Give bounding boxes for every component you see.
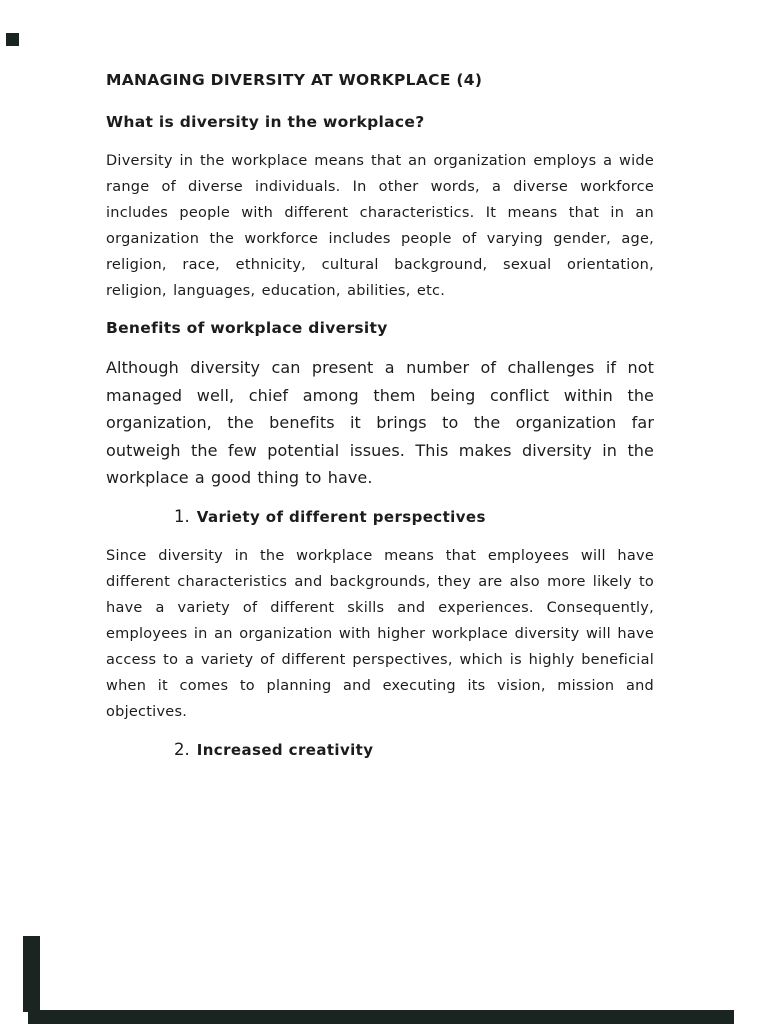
heading-benefits: Benefits of workplace diversity	[106, 319, 388, 337]
list-item-2-title: Increased creativity	[196, 740, 374, 759]
scan-artifact-bottom-left	[23, 936, 40, 1012]
list-item-2	[174, 740, 654, 759]
scan-artifact-top-left	[6, 33, 19, 46]
paragraph-what-is-diversity: Diversity in the workplace means that an organization employs a wide range of diverse individuals. In other words, a diverse workforce includes people with different characteristics. It means that in an organization the workforce includes people of varying gender, age, religion, race, ethnicity, cultural background, sexual orientation, religion, languages, education, abilities, etc.	[106, 153, 654, 299]
list-item-1-number: 1.	[174, 506, 190, 526]
document-content	[106, 0, 654, 776]
paragraph-benefits: Although diversity can present a number of challenges if not managed well, chief among them being conflict within the organization, the benefits it brings to the organization far outweigh the few potential issues. This makes diversity in the workplace a good thing to have.	[106, 358, 654, 487]
list-item-1-title: Variety of different perspectives	[196, 507, 486, 526]
list-item-2-number: 2.	[174, 739, 190, 759]
paragraph-variety-of-perspectives: Since diversity in the workplace means that employees will have different characteristics and backgrounds, they are also more likely to have a variety of different skills and experiences. Consequently, employees in an organization with higher workplace diversity will have access to a variety of different perspectives, which is highly beneficial when it comes to planning and executing its vision, mission and objectives.	[106, 547, 654, 720]
scan-artifact-bottom-bar	[28, 1010, 734, 1024]
heading-what-is-diversity: What is diversity in the workplace?	[106, 113, 425, 131]
list-item-1	[174, 507, 654, 526]
document-title: MANAGING DIVERSITY AT WORKPLACE (4)	[106, 71, 483, 89]
